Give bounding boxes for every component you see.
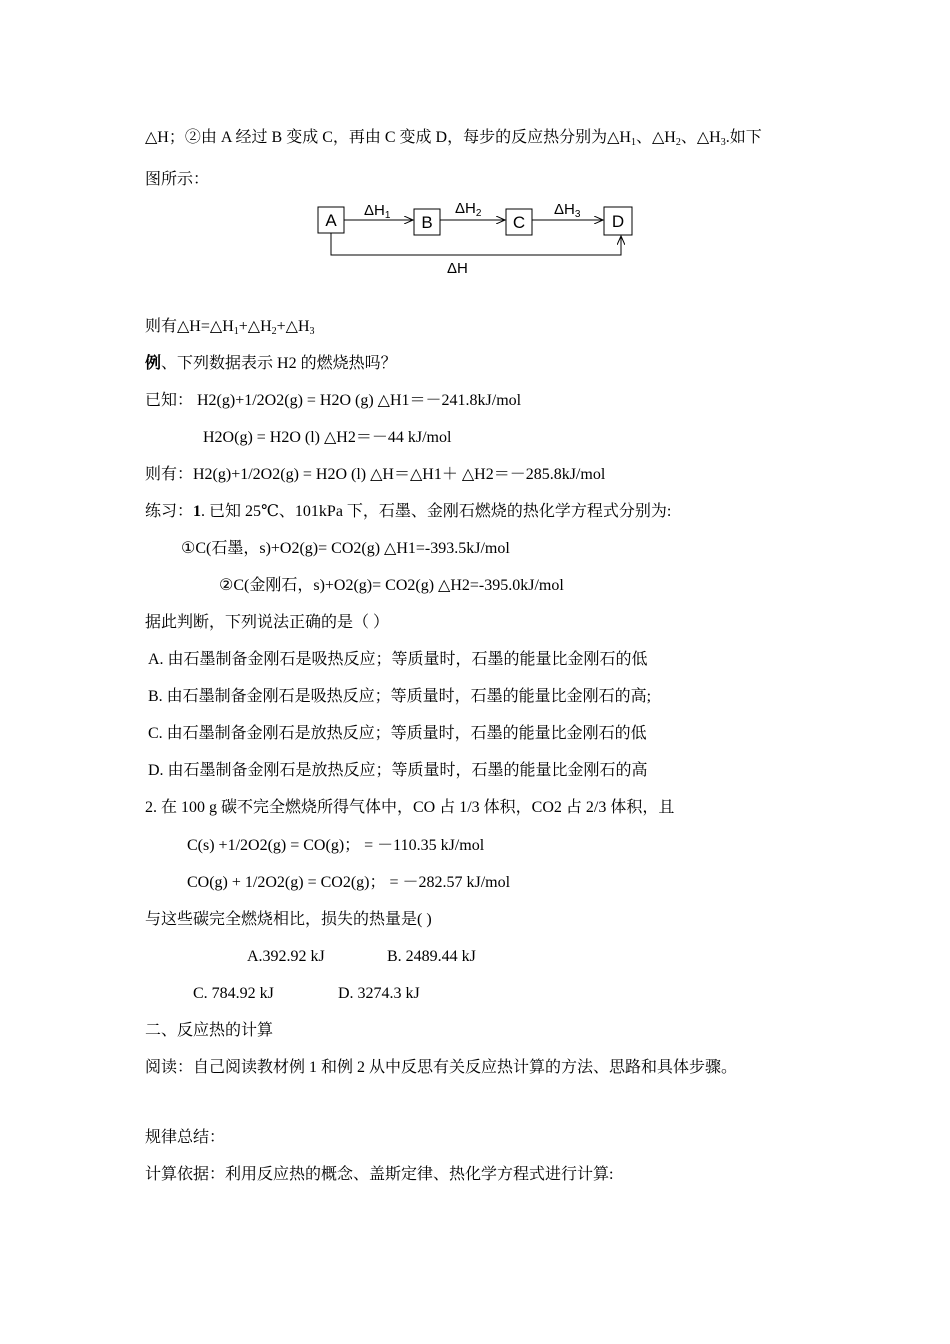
label-dh2-main: ΔH [455, 200, 476, 217]
option-c: C. 由石墨制备金刚石是放热反应；等质量时，石墨的能量比金刚石的低 [148, 725, 647, 742]
line-question-2: 2. 在 100 g 碳不完全燃烧所得气体中，CO 占 1/3 体积，CO2 占 2/3 体积，且 [145, 799, 675, 816]
subscript: 2 [271, 326, 277, 337]
subscript: 1 [630, 137, 636, 148]
option-a: A. 由石墨制备金刚石是吸热反应；等质量时，石墨的能量比金刚石的低 [148, 651, 648, 668]
q2-option-b: B. 2489.44 kJ [387, 948, 476, 965]
subscript: 3 [720, 137, 726, 148]
line-q2-equation-2: CO(g) + 1/2O2(g) = CO2(g)； = －282.57 kJ/mol [187, 874, 511, 891]
text-segment: +△H [276, 318, 310, 335]
line-practice-1 [145, 502, 671, 522]
text-segment: 、△H [680, 129, 721, 146]
hess-law-diagram [310, 195, 640, 285]
line-sum-relation [145, 317, 315, 337]
text-segment: △H；②由 A 经过 B 变成 C，再由 C 变成 D，每步的反应热分别为△H [145, 129, 631, 146]
text-segment: 、△H [635, 129, 676, 146]
line-q2-equation-1: C(s) +1/2O2(g) = CO(g)； = －110.35 kJ/mol [187, 837, 485, 854]
label-dh2 [455, 200, 482, 219]
example-question: 、下列数据表示 H2 的燃烧热吗？ [161, 355, 397, 372]
example-label: 例 [145, 355, 162, 372]
subscript: 1 [233, 326, 239, 337]
label-dh3-sub: 3 [574, 209, 581, 220]
box-b-label: B [421, 213, 433, 232]
line-equation-1: ①C(石墨，s)+O2(g)= CO2(g) △H1=-393.5kJ/mol [181, 540, 510, 557]
practice-text: . 已知 25℃、101kPa 下，石墨、金刚石燃烧的热化学方程式分别为: [201, 503, 672, 520]
q2-option-c: C. 784.92 kJ [193, 985, 274, 1002]
text-segment: +△H [238, 318, 272, 335]
line-as-shown: 图所示： [145, 171, 210, 188]
line-known-1: 已知： H2(g)+1/2O2(g) = H2O (g) △H1＝－241.8kJ/mol [145, 392, 522, 409]
text-segment: .如下 [725, 129, 762, 146]
line-then: 则有：H2(g)+1/2O2(g) = H2O (l) △H＝△H1＋ △H2＝－285.8kJ/mol [145, 466, 606, 483]
box-c-label: C [512, 213, 526, 232]
box-a-label: A [325, 211, 337, 230]
box-d-label: D [611, 212, 625, 231]
line-equation-2: ②C(金刚石，s)+O2(g)= CO2(g) △H2=-395.0kJ/mol [219, 577, 564, 594]
section-heading-2: 二、反应热的计算 [145, 1022, 274, 1039]
label-dh2-sub: 2 [475, 208, 482, 219]
option-d: D. 由石墨制备金刚石是放热反应；等质量时，石墨的能量比金刚石的高 [148, 762, 648, 779]
line-reaction-path [145, 128, 762, 148]
box-d [604, 207, 632, 235]
line-q2-ask: 与这些碳完全燃烧相比，损失的热量是( ) [145, 911, 432, 928]
box-a [318, 207, 344, 233]
line-rule-summary: 规律总结： [145, 1129, 226, 1146]
subscript: 3 [309, 326, 315, 337]
practice-label: 练习： [145, 503, 194, 520]
text-segment: 则有△H=△H [145, 318, 234, 335]
line-calc-basis: 计算依据：利用反应热的概念、盖斯定律、热化学方程式进行计算: [145, 1166, 614, 1183]
label-dh: ΔH [447, 260, 468, 277]
arrow-a-to-d [331, 233, 621, 255]
line-example [145, 354, 397, 374]
label-dh3 [554, 201, 581, 220]
label-dh1-main: ΔH [364, 202, 385, 219]
line-judge: 据此判断，下列说法正确的是（ ） [145, 614, 390, 631]
option-b: B. 由石墨制备金刚石是吸热反应；等质量时，石墨的能量比金刚石的高; [148, 688, 652, 705]
practice-number: 1 [193, 503, 202, 520]
label-dh3-main: ΔH [554, 201, 575, 218]
label-dh1 [364, 202, 391, 221]
q2-option-a: A.392.92 kJ [247, 948, 325, 965]
box-c [506, 209, 532, 235]
line-reading: 阅读：自己阅读教材例 1 和例 2 从中反思有关反应热计算的方法、思路和具体步骤。 [145, 1059, 738, 1076]
q2-option-d: D. 3274.3 kJ [338, 985, 420, 1002]
box-b [414, 209, 440, 235]
subscript: 2 [675, 137, 681, 148]
line-known-2: H2O(g) = H2O (l) △H2＝－44 kJ/mol [203, 429, 452, 446]
label-dh1-sub: 1 [384, 210, 391, 221]
